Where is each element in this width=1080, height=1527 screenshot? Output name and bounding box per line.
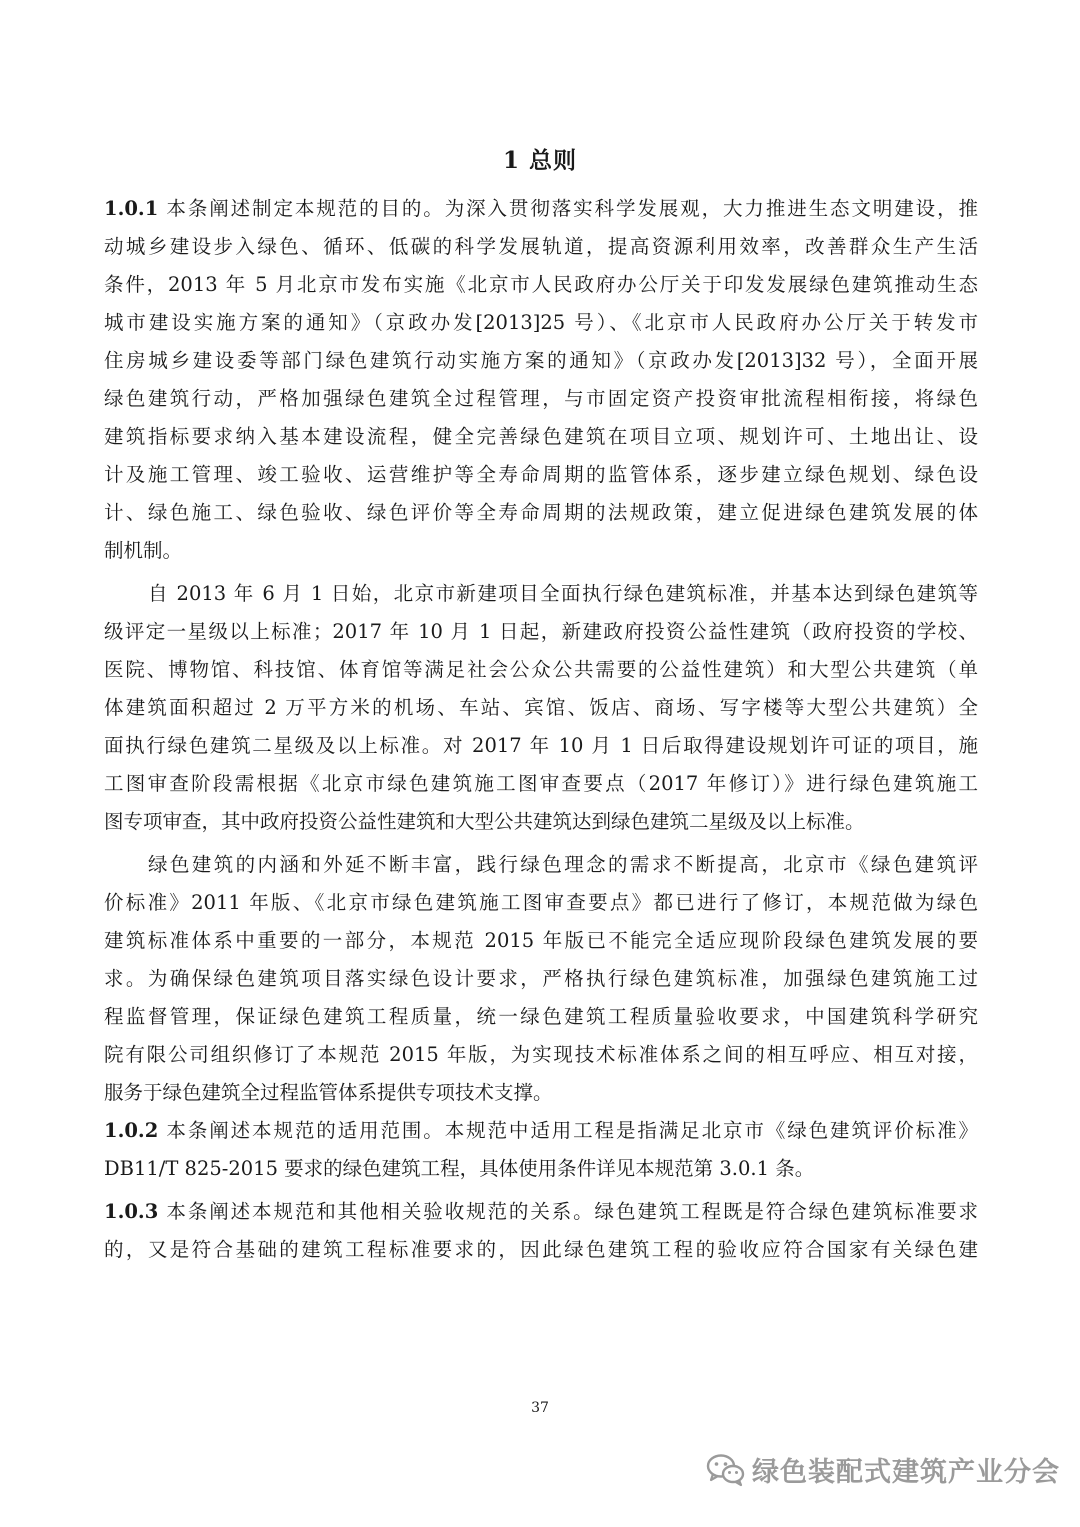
watermark-text: 绿色装配式建筑产业分会 (752, 1457, 1060, 1488)
paragraph-line: 动城乡建设步入绿色、循环、低碳的科学发展轨道，提高资源利用效率，改善群众生产生活 (104, 235, 978, 258)
paragraph-line: 面执行绿色建筑二星级及以上标准。对 2017 年 10 月 1 日后取得建设规划许可证的项目，施 (104, 734, 978, 757)
paragraph-line: 绿色建筑行动，严格加强绿色建筑全过程管理，与市固定资产投资审批流程相衔接，将绿色 (104, 387, 978, 410)
paragraph-line: DB11/T 825-2015 要求的绿色建筑工程，具体使用条件详见本规范第 3.0.1 条。 (104, 1157, 815, 1180)
document-body (104, 190, 978, 1269)
paragraph-line: 条件，2013 年 5 月北京市发布实施《北京市人民政府办公厅关于印发发展绿色建筑推动生态 (104, 273, 978, 296)
paragraph-line: 级评定一星级以上标准；2017 年 10 月 1 日起，新建政府投资公益性建筑（政府投资的学校、 (104, 620, 978, 643)
paragraph-line: 计及施工管理、竣工验收、运营维护等全寿命周期的监管体系，逐步建立绿色规划、绿色设 (104, 463, 978, 486)
line-text: 本条阐述制定本规范的目的。为深入贯彻落实科学发展观，大力推进生态文明建设，推 (166, 197, 978, 220)
paragraph-line: 医院、博物馆、科技馆、体育馆等满足社会公众公共需要的公益性建筑）和大型公共建筑（单 (104, 658, 978, 681)
chapter-title: 1 总则 (502, 147, 577, 174)
wechat-icon (706, 1453, 746, 1487)
paragraph-line: 程监督管理，保证绿色建筑工程质量，统一绿色建筑工程质量验收要求，中国建筑科学研究 (104, 1005, 978, 1028)
paragraph-line: 城市建设实施方案的通知》（京政办发[2013]25 号）、《北京市人民政府办公厅关于转发市 (104, 311, 978, 334)
paragraph-line: 求。为确保绿色建筑项目落实绿色设计要求，严格执行绿色建筑标准，加强绿色建筑施工过 (104, 967, 978, 990)
paragraph-line: 住房城乡建设委等部门绿色建筑行动实施方案的通知》（京政办发[2013]32 号），全面开展 (104, 349, 978, 372)
paragraph-line (104, 190, 978, 228)
paragraph-line: 图专项审查，其中政府投资公益性建筑和大型公共建筑达到绿色建筑二星级及以上标准。 (104, 810, 865, 833)
clause-number: 1.0.3 (104, 1200, 159, 1223)
paragraph-line: 自 2013 年 6 月 1 日始，北京市新建项目全面执行绿色建筑标准，并基本达到绿色建筑等 (148, 582, 978, 605)
paragraph-line: 工图审查阶段需根据《北京市绿色建筑施工图审查要点（2017 年修订）》进行绿色建筑施工 (104, 772, 978, 795)
watermark (706, 1450, 1060, 1489)
paragraph-line: 制机制。 (104, 539, 183, 562)
paragraph-line: 计、绿色施工、绿色验收、绿色评价等全寿命周期的法规政策，建立促进绿色建筑发展的体 (104, 501, 978, 524)
paragraph-line: 体建筑面积超过 2 万平方米的机场、车站、宾馆、饭店、商场、写字楼等大型公共建筑）全 (104, 696, 978, 719)
paragraph-line: 服务于绿色建筑全过程监管体系提供专项技术支撑。 (104, 1081, 553, 1104)
paragraph-line: 价标准》2011 年版、《北京市绿色建筑施工图审查要点》都已进行了修订，本规范做为绿色 (104, 891, 978, 914)
paragraph-line (104, 1112, 978, 1150)
clause-number: 1.0.2 (104, 1119, 159, 1142)
paragraph-line: 院有限公司组织修订了本规范 2015 年版，为实现技术标准体系之间的相互呼应、相互对接， (104, 1043, 978, 1066)
paragraph-line: 的，又是符合基础的建筑工程标准要求的，因此绿色建筑工程的验收应符合国家有关绿色建 (104, 1238, 978, 1261)
clause-number: 1.0.1 (104, 197, 159, 220)
paragraph-line (104, 1193, 978, 1231)
line-text: 本条阐述本规范和其他相关验收规范的关系。绿色建筑工程既是符合绿色建筑标准要求 (166, 1200, 978, 1223)
paragraph-line: 建筑标准体系中重要的一部分，本规范 2015 年版已不能完全适应现阶段绿色建筑发展的要 (104, 929, 978, 952)
page-number: 37 (531, 1400, 549, 1416)
line-text: 本条阐述本规范的适用范围。本规范中适用工程是指满足北京市《绿色建筑评价标准》 (166, 1119, 978, 1142)
paragraph-line: 建筑指标要求纳入基本建设流程，健全完善绿色建筑在项目立项、规划许可、土地出让、设 (104, 425, 978, 448)
paragraph-line: 绿色建筑的内涵和外延不断丰富，践行绿色理念的需求不断提高，北京市《绿色建筑评 (148, 853, 978, 876)
